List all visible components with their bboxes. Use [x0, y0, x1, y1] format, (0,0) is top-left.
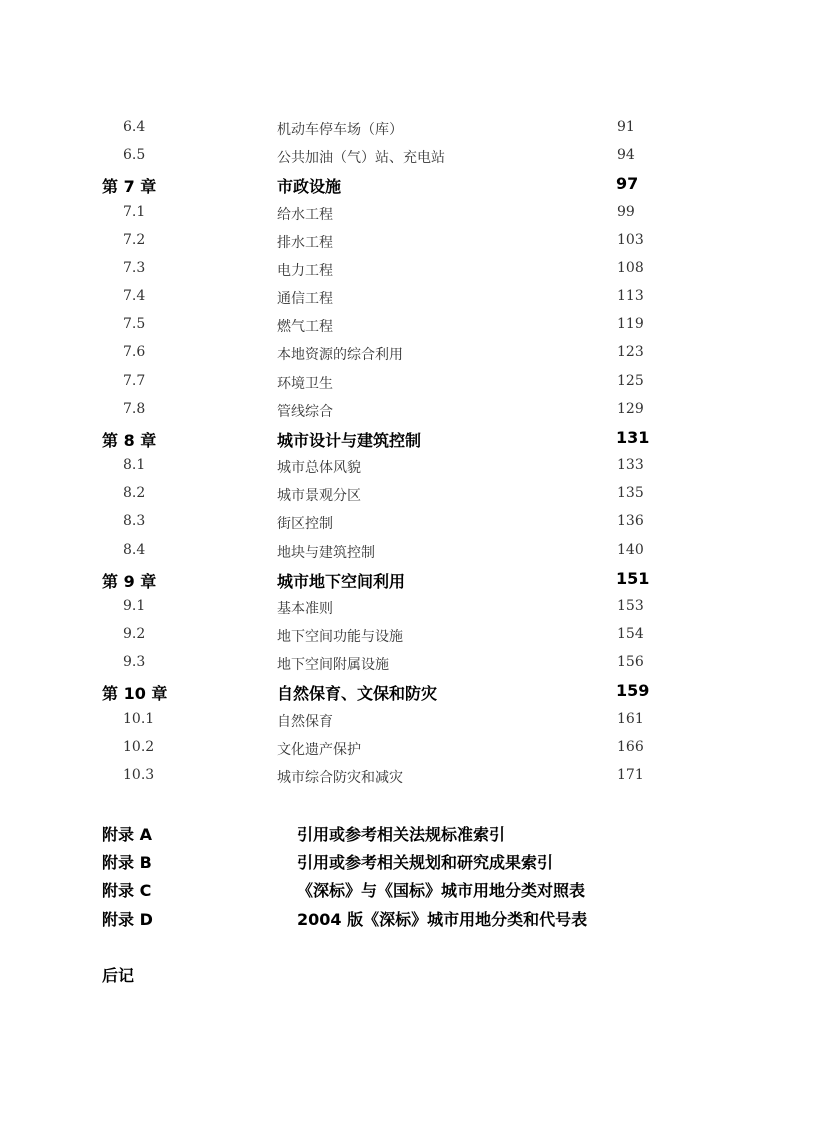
toc-entry-title: 城市总体风貌: [277, 460, 361, 477]
toc-entry-number: 7.8: [123, 400, 146, 417]
toc-entry-number: 7.5: [123, 316, 146, 333]
toc-entry-page: 156: [617, 654, 644, 671]
toc-section-row[interactable]: [0, 147, 826, 171]
toc-entry-page: 161: [617, 710, 644, 727]
toc-entry-title: 电力工程: [277, 262, 333, 279]
toc-entry-page: 94: [617, 147, 635, 164]
toc-entry-page: 125: [617, 372, 644, 389]
toc-entry-title: 文化遗产保护: [277, 741, 361, 758]
toc-section-row[interactable]: [0, 626, 826, 650]
toc-entry-title: 环境卫生: [277, 375, 333, 392]
toc-entry-page: 97: [616, 174, 639, 194]
appendix-label: 附录 A: [102, 825, 152, 844]
toc-section-row[interactable]: [0, 344, 826, 368]
toc-entry-page: 129: [617, 400, 644, 417]
toc-entry-number: 7.7: [123, 372, 146, 389]
toc-entry-title: 基本准则: [277, 600, 333, 617]
toc-entry-page: 166: [617, 738, 644, 755]
toc-entry-title: 城市景观分区: [277, 488, 361, 505]
toc-entry-page: 133: [617, 457, 644, 474]
toc-entry-title: 自然保育、文保和防灾: [277, 684, 438, 704]
appendix-label: 附录 D: [102, 909, 153, 929]
toc-chapter-row[interactable]: [0, 569, 826, 593]
toc-entry-page: 131: [616, 427, 650, 447]
toc-entry-page: 119: [617, 316, 644, 333]
toc-entry-number: 9.3: [123, 654, 146, 671]
toc-entry-number: 10.1: [123, 710, 155, 727]
appendix-title: 2004 版《深标》城市用地分类和代号表: [297, 909, 588, 929]
toc-entry-number: 6.4: [123, 119, 146, 135]
toc-section-row[interactable]: [0, 542, 826, 566]
toc-entry-title: 地块与建筑控制: [277, 544, 375, 561]
toc-entry-number: 9.2: [123, 626, 146, 643]
toc-section-row[interactable]: [0, 485, 826, 509]
toc-chapter-row[interactable]: [0, 428, 826, 452]
toc-entry-number: 7.4: [123, 288, 146, 305]
toc-entry-number: 7.1: [123, 203, 146, 220]
toc-section-row[interactable]: [0, 598, 826, 622]
appendix-row[interactable]: [0, 907, 826, 931]
toc-entry-page: 159: [616, 681, 650, 701]
toc-section-row[interactable]: [0, 739, 826, 763]
toc-entry-title: 地下空间功能与设施: [277, 629, 403, 646]
toc-entry-number: 8.3: [123, 513, 146, 530]
appendix-row[interactable]: [0, 822, 826, 846]
toc-section-row[interactable]: [0, 288, 826, 312]
toc-entry-title: 管线综合: [277, 403, 333, 420]
toc-entry-page: 135: [617, 485, 644, 502]
toc-entry-title: 自然保育: [277, 713, 333, 730]
toc-entry-number: 10.2: [123, 738, 155, 755]
toc-entry-title: 地下空间附属设施: [277, 657, 389, 674]
toc-entry-page: 153: [617, 597, 644, 614]
toc-entry-page: 154: [617, 626, 644, 643]
toc-entry-number: 10.3: [123, 766, 155, 783]
toc-entry-page: 108: [617, 259, 644, 276]
toc-entry-page: 99: [617, 203, 635, 220]
toc-entry-number: 第 10 章: [102, 684, 168, 704]
toc-section-row[interactable]: [0, 711, 826, 735]
toc-section-row[interactable]: [0, 654, 826, 678]
toc-chapter-row[interactable]: [0, 681, 826, 705]
toc-entry-title: 通信工程: [277, 291, 333, 308]
toc-section-row[interactable]: [0, 232, 826, 256]
toc-section-row[interactable]: [0, 204, 826, 228]
toc-entry-number: 8.1: [123, 457, 146, 474]
toc-section-row[interactable]: [0, 260, 826, 284]
toc-chapter-row[interactable]: [0, 174, 826, 198]
toc-entry-page: 171: [617, 766, 644, 783]
toc-entry-title: 市政设施: [277, 177, 342, 197]
toc-entry-title: 城市设计与建筑控制: [277, 430, 422, 450]
toc-section-row[interactable]: [0, 373, 826, 397]
toc-entry-number: 6.5: [123, 147, 146, 164]
appendix-row[interactable]: [0, 850, 826, 874]
toc-section-row[interactable]: [0, 401, 826, 425]
toc-entry-title: 机动车停车场（库）: [277, 122, 403, 138]
toc-entry-number: 第 8 章: [102, 430, 157, 450]
toc-entry-title: 本地资源的综合利用: [277, 347, 403, 364]
toc-entry-page: 136: [617, 513, 644, 530]
toc-entry-number: 7.3: [123, 259, 146, 276]
toc-entry-page: 113: [617, 288, 644, 305]
toc-section-row[interactable]: [0, 119, 826, 143]
toc-entry-page: 140: [617, 541, 644, 558]
appendix-title: 引用或参考相关规划和研究成果索引: [297, 853, 554, 873]
appendix-title: 《深标》与《国标》城市用地分类对照表: [297, 881, 586, 901]
toc-entry-number: 7.2: [123, 231, 146, 248]
toc-entry-title: 城市地下空间利用: [277, 571, 406, 591]
toc-entry-page: 91: [617, 119, 635, 135]
toc-entry-number: 第 7 章: [102, 177, 157, 197]
appendix-label: 附录 C: [102, 881, 152, 901]
toc-entry-title: 燃气工程: [277, 319, 333, 336]
toc-entry-page: 151: [616, 568, 650, 588]
toc-entry-title: 街区控制: [277, 516, 333, 533]
toc-entry-title: 公共加油（气）站、充电站: [277, 150, 445, 167]
toc-entry-title: 排水工程: [277, 234, 333, 251]
toc-entry-page: 103: [617, 231, 644, 248]
appendix-label: 附录 B: [102, 853, 152, 873]
appendix-title: 引用或参考相关法规标准索引: [297, 825, 506, 844]
epilogue-heading[interactable]: 后记: [102, 966, 135, 985]
toc-entry-number: 8.4: [123, 541, 146, 558]
toc-entry-number: 7.6: [123, 344, 146, 361]
toc-entry-title: 城市综合防灾和减灾: [277, 769, 403, 786]
toc-section-row[interactable]: [0, 513, 826, 537]
toc-entry-number: 8.2: [123, 485, 146, 502]
toc-entry-number: 第 9 章: [102, 571, 157, 591]
toc-entry-title: 给水工程: [277, 206, 333, 223]
toc-entry-number: 9.1: [123, 597, 146, 614]
toc-entry-page: 123: [617, 344, 644, 361]
toc-section-row[interactable]: [0, 457, 826, 481]
appendix-row[interactable]: [0, 878, 826, 902]
toc-section-row[interactable]: [0, 316, 826, 340]
toc-section-row[interactable]: [0, 767, 826, 791]
